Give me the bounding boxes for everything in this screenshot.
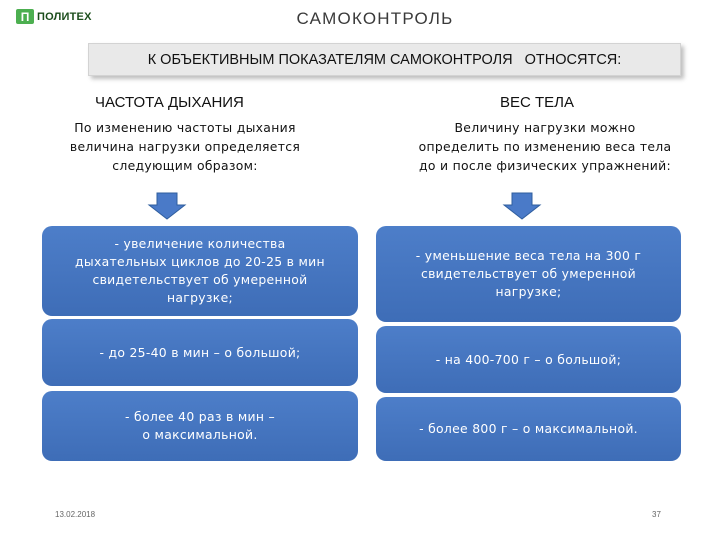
logo-mark: П xyxy=(16,9,34,24)
left-box-moderate xyxy=(42,226,358,316)
right-description xyxy=(390,118,700,175)
footer-date: 13.02.2018 xyxy=(55,510,96,519)
box-line: нагрузке; xyxy=(495,284,562,299)
box-line: - более 40 раз в мин – xyxy=(125,409,275,424)
box-line: - на 400-700 г – о большой; xyxy=(435,351,622,367)
right-desc-line: определить по изменению веса тела xyxy=(418,139,672,154)
page-number: 37 xyxy=(652,510,661,519)
left-heading: ЧАСТОТА ДЫХАНИЯ xyxy=(95,94,244,111)
box-line: свидетельствует об умеренной xyxy=(420,266,637,281)
box-line: дыхательных циклов до 20-25 в мин xyxy=(75,254,325,269)
box-line: - увеличение количества xyxy=(114,236,286,251)
right-desc-line: Величину нагрузки можно xyxy=(454,120,636,135)
left-desc-line: величина нагрузки определяется xyxy=(69,139,301,154)
logo-text: ПОЛИТЕХ xyxy=(37,10,92,23)
left-desc-line: По изменению частоты дыхания xyxy=(74,120,296,135)
left-description xyxy=(40,118,330,175)
right-box-max xyxy=(376,397,681,461)
right-heading: ВЕС ТЕЛА xyxy=(500,94,575,111)
slide-title: САМОКОНТРОЛЬ xyxy=(296,9,454,28)
right-box-moderate xyxy=(376,226,681,322)
box-line: - до 25-40 в мин – о большой; xyxy=(99,344,301,360)
left-down-arrow-icon xyxy=(147,192,187,220)
box-line: - более 800 г – о максимальной. xyxy=(419,421,638,436)
left-box-max xyxy=(42,391,358,461)
subtitle-banner: К ОБЪЕКТИВНЫМ ПОКАЗАТЕЛЯМ САМОКОНТРОЛЯ ОТНОСЯТСЯ: xyxy=(88,43,681,76)
left-box-high xyxy=(42,319,358,386)
box-line: свидетельствует об умеренной xyxy=(92,272,308,287)
box-line: - уменьшение веса тела на 300 г xyxy=(415,248,642,263)
right-down-arrow-icon xyxy=(502,192,542,220)
left-desc-line: следующим образом: xyxy=(112,158,258,173)
right-box-high xyxy=(376,326,681,393)
box-line: о максимальной. xyxy=(142,427,258,442)
right-desc-line: до и после физических упражнений: xyxy=(419,158,671,173)
box-line: нагрузке; xyxy=(167,290,233,305)
